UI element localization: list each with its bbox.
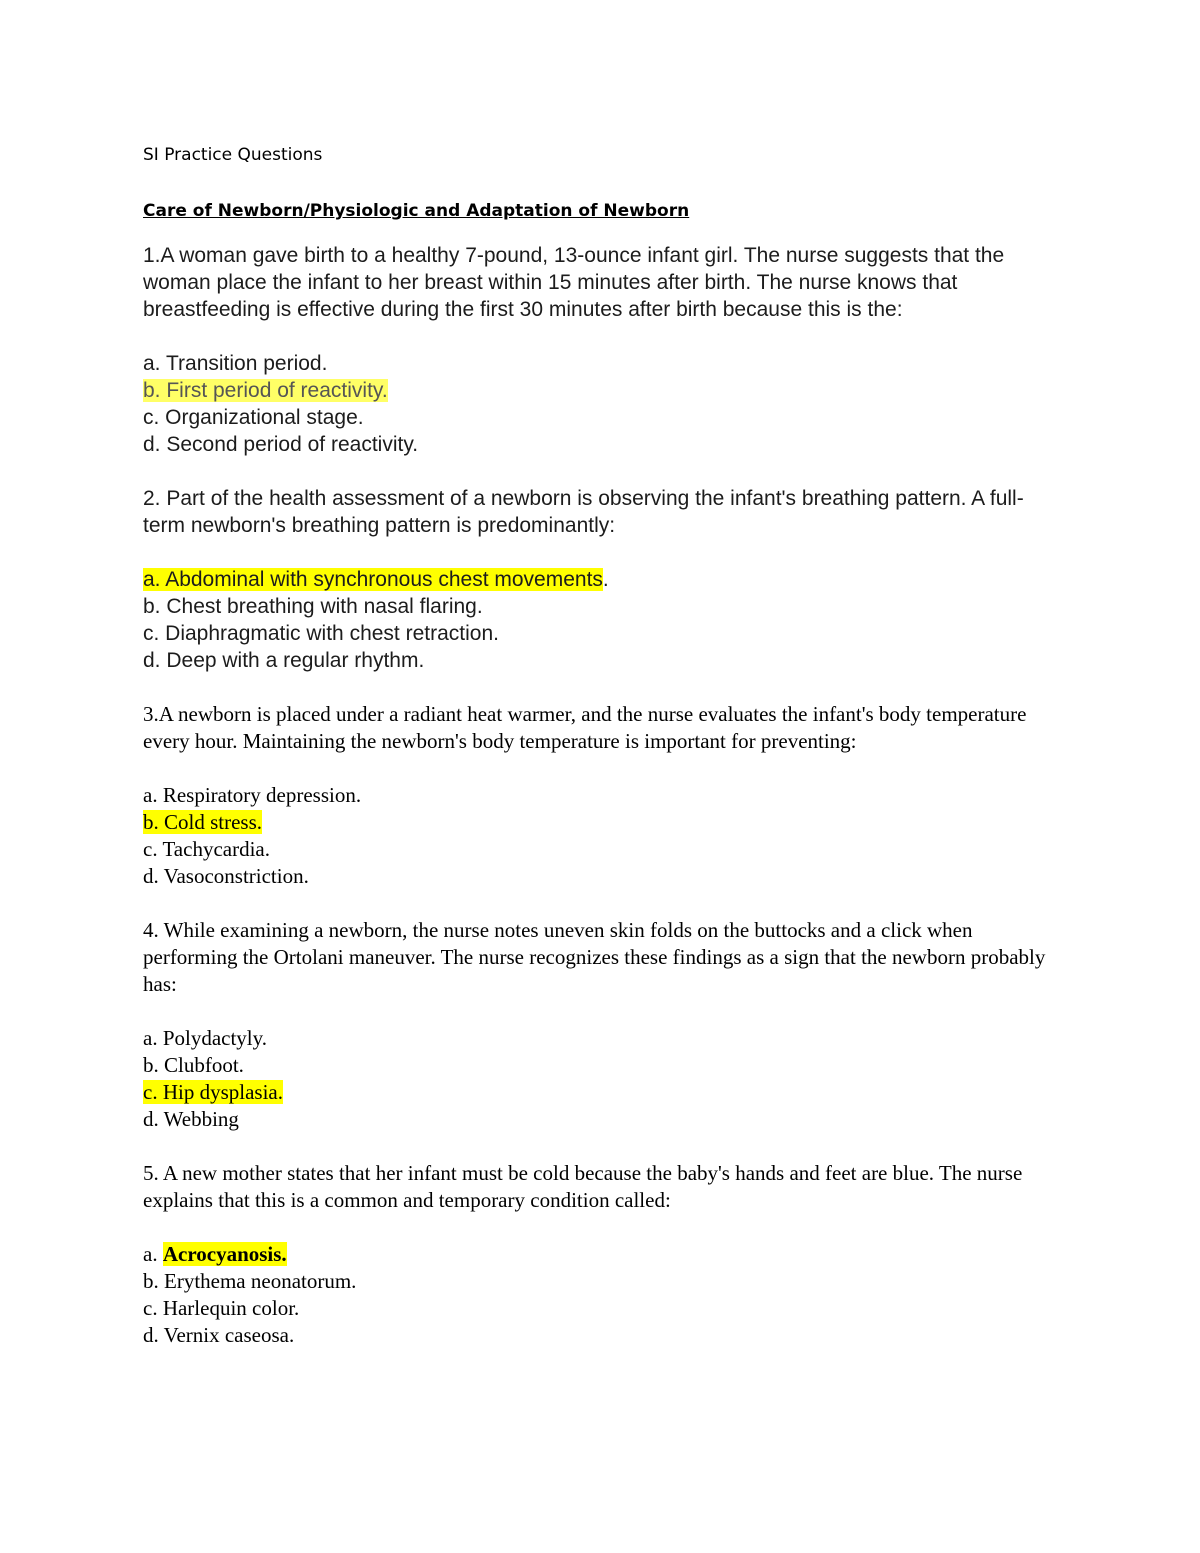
question-4-option-b: b. Clubfoot. [143, 1053, 244, 1077]
question-3 [143, 701, 1063, 890]
question-1 [143, 242, 1063, 458]
question-5-options [143, 1241, 1063, 1349]
question-3-option-d: d. Vasoconstriction. [143, 864, 309, 888]
question-5-option-a [143, 1241, 1063, 1268]
question-5 [143, 1160, 1063, 1349]
question-4-option-a: a. Polydactyly. [143, 1026, 268, 1050]
document-title: SI Practice Questions [143, 145, 323, 165]
question-2-option-a-highlighted: a. Abdominal with synchronous chest movements [143, 568, 603, 591]
question-5-option-a-prefix: a. [143, 1242, 163, 1266]
question-1-option-b-highlighted: b. First period of reactivity. [143, 379, 388, 402]
question-2 [143, 485, 1063, 674]
question-3-options [143, 782, 1063, 890]
question-2-options [143, 566, 1063, 674]
question-4-option-d: d. Webbing [143, 1107, 239, 1131]
question-5-option-d: d. Vernix caseosa. [143, 1323, 295, 1347]
question-4-options [143, 1025, 1063, 1133]
question-3-option-a: a. Respiratory depression. [143, 783, 362, 807]
question-1-stem: 1.A woman gave birth to a healthy 7-pound, 13-ounce infant girl. The nurse suggests that the woman place the infant to her breast within 15 minutes after birth. The nurse knows that breastfeeding is effective during the first 30 minutes after birth because this is the: [143, 244, 1005, 321]
question-4-option-c [143, 1079, 1063, 1106]
question-5-option-b: b. Erythema neonatorum. [143, 1269, 357, 1293]
question-3-stem: 3.A newborn is placed under a radiant heat warmer, and the nurse evaluates the infant's body temperature every hour. Maintaining the newborn's body temperature is important for preventing: [143, 702, 1027, 753]
question-2-option-a [143, 566, 1063, 593]
section-heading: Care of Newborn/Physiologic and Adaptation of Newborn [143, 201, 690, 221]
question-5-option-c: c. Harlequin color. [143, 1296, 300, 1320]
question-1-options [143, 350, 1063, 458]
question-1-option-b [143, 377, 1063, 404]
question-5-stem: 5. A new mother states that her infant must be cold because the baby's hands and feet are blue. The nurse explains that this is a common and temporary condition called: [143, 1161, 1023, 1212]
question-3-option-c: c. Tachycardia. [143, 837, 270, 861]
question-2-option-a-tail: . [602, 568, 609, 591]
question-2-option-b: b. Chest breathing with nasal flaring. [143, 595, 483, 618]
question-4-option-c-highlighted: c. Hip dysplasia. [143, 1080, 283, 1104]
question-1-option-d: d. Second period of reactivity. [143, 433, 419, 456]
question-2-option-d: d. Deep with a regular rhythm. [143, 649, 425, 672]
question-1-option-c: c. Organizational stage. [143, 406, 364, 429]
question-2-stem: 2. Part of the health assessment of a newborn is observing the infant's breathing pattern. A full-term newborn's breathing pattern is predominantly: [143, 487, 1024, 537]
question-3-option-b [143, 809, 1063, 836]
question-3-option-b-highlighted: b. Cold stress. [143, 810, 263, 834]
question-4 [143, 917, 1063, 1133]
question-4-stem: 4. While examining a newborn, the nurse notes uneven skin folds on the buttocks and a click when performing the Ortolani maneuver. The nurse recognizes these findings as a sign that the newborn probably has: [143, 918, 1046, 996]
document-page [143, 142, 1063, 1376]
question-5-option-a-highlighted: Acrocyanosis. [162, 1242, 287, 1266]
question-2-option-c: c. Diaphragmatic with chest retraction. [143, 622, 499, 645]
question-1-option-a: a. Transition period. [143, 352, 328, 375]
